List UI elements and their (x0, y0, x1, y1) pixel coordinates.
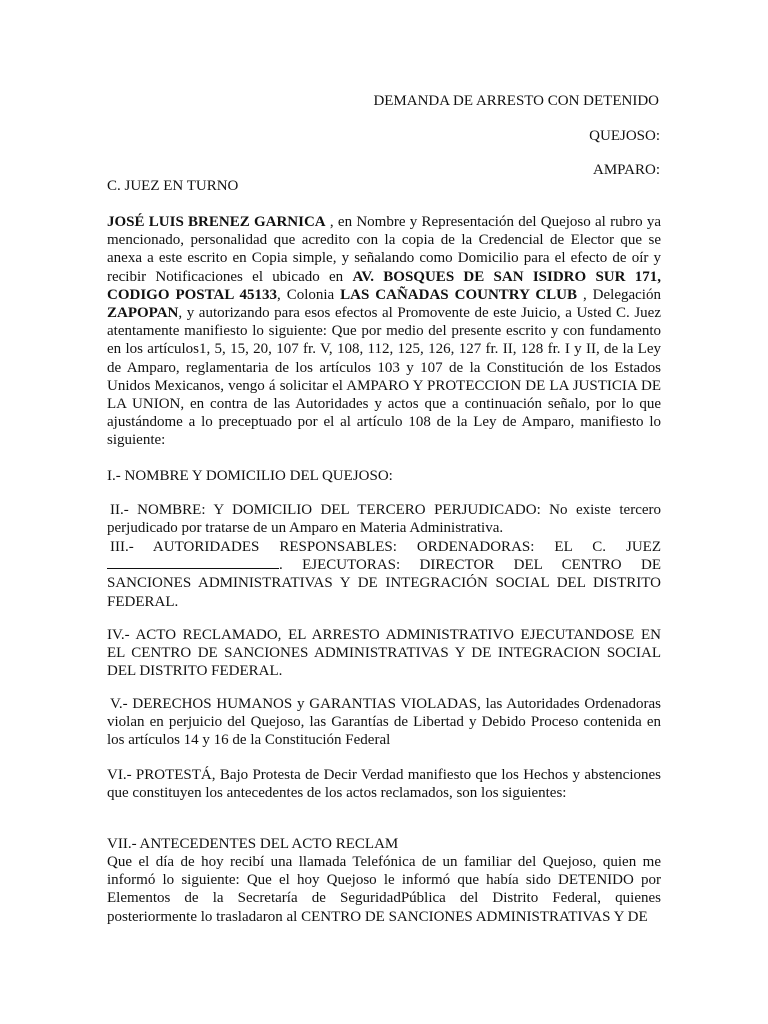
section-iii: III.- AUTORIDADES RESPONSABLES: ORDENADORAS: EL C. JUEZ . EJECUTORAS: DIRECTOR DEL CENTRO DE SANCIONES ADMINISTRATIVAS Y DE INTEGRACIÓN SOCIAL DEL DISTRITO FEDERAL. (107, 539, 661, 610)
delegacion-name: ZAPOPAN (107, 305, 179, 322)
colonia-name: LAS CAÑADAS COUNTRY CLUB (340, 286, 577, 303)
section-i: I.- NOMBRE Y DOMICILIO DEL QUEJOSO: (107, 468, 393, 484)
section-iv: IV.- ACTO RECLAMADO, EL ARRESTO ADMINISTRATIVO EJECUTANDOSE EN EL CENTRO DE SANCIONES ADMINISTRATIVAS Y DE INTEGRACION SOCIAL DEL DISTRITO FEDERAL. (107, 627, 661, 680)
section-ii: II.- NOMBRE: Y DOMICILIO DEL TERCERO PERJUDICADO: No existe tercero perjudicado por tratarse de un Amparo en Materia Administrativa. (107, 502, 661, 537)
blank-line (107, 556, 279, 569)
addressee: C. JUEZ EN TURNO (107, 178, 239, 194)
intro-paragraph: JOSÉ LUIS BRENEZ GARNICA , en Nombre y Representación del Quejoso al rubro ya mencionado, personalidad que acredito con la copia de la Credencial de Elector que se anexa a este escrito en Copia simple, y señalando como Domicilio para el efecto de oír y recibir Notificaciones el ubicado en AV. BOSQUES DE SAN ISIDRO SUR 171, CODIGO POSTAL 45133, Colonia LAS CAÑADAS COUNTRY CLUB , Delegación ZAPOPAN, y autorizando para esos efectos al Promovente de este Juicio, a Usted C. Juez atentamente manifiesto lo siguiente: Que por medio del presente escrito y con fundamento en los artículos1, 5, 15, 20, 107 fr. V, 108, 112, 125, 126, 127 fr. II, 128 fr. I y II, de la Ley de Amparo, reglamentaria de los artículos 103 y 107 de la Constitución de los Estados Unidos Mexicanos, vengo á solicitar el AMPARO Y PROTECCION DE LA JUSTICIA DE LA UNION, en contra de las Autoridades y actos que a continuación señalo, por lo que ajustándome a lo preceptuado por el al artículo 108 de la Ley de Amparo, manifiesto lo siguiente: (107, 214, 661, 449)
section-vii-heading: VII.- ANTECEDENTES DEL ACTO RECLAM (107, 836, 399, 852)
amparo-label: AMPARO: (593, 162, 660, 178)
section-v: V.- DERECHOS HUMANOS y GARANTIAS VIOLADAS, las Autoridades Ordenadoras violan en perjuicio del Quejoso, las Garantías de Libertad y Debido Proceso contenida en los artículos 14 y 16 de la Constitución Federal (107, 696, 661, 749)
section-vi: VI.- PROTESTÁ, Bajo Protesta de Decir Verdad manifiesto que los Hechos y abstenciones que constituyen los antecedentes de los actos reclamados, son los siguientes: (107, 767, 661, 802)
document-title: DEMANDA DE ARRESTO CON DETENIDO (373, 93, 659, 109)
promovente-name: JOSÉ LUIS BRENEZ GARNICA (107, 214, 326, 230)
quejoso-label: QUEJOSO: (589, 128, 660, 144)
section-vii-body: Que el día de hoy recibí una llamada Telefónica de un familiar del Quejoso, quien me informó lo siguiente: Que el hoy Quejoso le informó que había sido DETENIDO por Elementos de la Secretaría de SeguridadPública del Distrito Federal, quienes posteriormente lo trasladaron al CENTRO DE SANCIONES ADMINISTRATIVAS Y DE (107, 854, 661, 925)
domicilio-address: AV. BOSQUES DE SAN ISIDRO SUR 171, CODIGO POSTAL 45133 (107, 268, 661, 303)
